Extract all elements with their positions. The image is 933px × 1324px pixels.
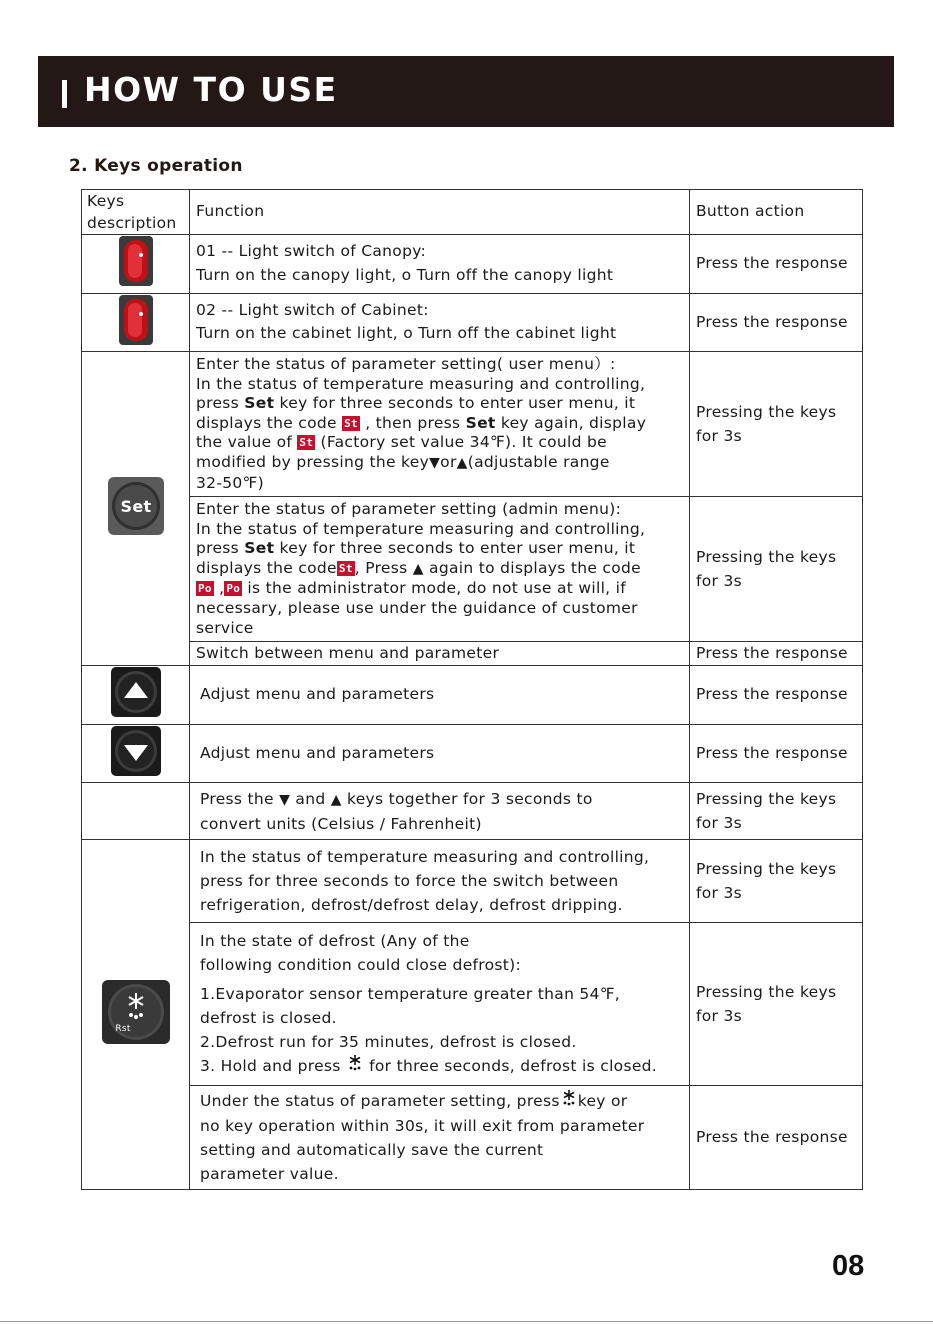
- set-key-icon: [107, 476, 165, 542]
- function-line: service: [196, 618, 254, 637]
- action-cell: Pressing the keys for 3s: [690, 923, 863, 1086]
- down-arrow-icon: ▼: [429, 455, 441, 472]
- function-cell: Adjust menu and parameters: [190, 666, 690, 725]
- text-span: ,: [213, 579, 225, 598]
- action-cell: Press the response: [690, 1086, 863, 1190]
- action-cell: Pressing the keys for 3s: [690, 840, 863, 923]
- text-span: key for three seconds to enter user menu, it: [274, 394, 636, 413]
- text-span: Under the status of parameter setting, press: [200, 1092, 560, 1111]
- function-line: [196, 559, 683, 580]
- set-key-label: Set: [120, 496, 151, 516]
- text-span: , then press: [359, 413, 466, 432]
- down-key-cell: [82, 724, 190, 783]
- action-cell: Press the response: [690, 642, 863, 666]
- up-key-icon: [110, 666, 162, 724]
- table-row: [82, 352, 863, 497]
- function-line: [196, 539, 683, 559]
- table-row: [82, 724, 863, 783]
- action-cell: Pressing the keys for 3s: [690, 497, 863, 642]
- function-line: defrost is closed.: [200, 1009, 337, 1028]
- function-line: press for three seconds to force the switch between: [200, 872, 619, 891]
- defrost-rst-icon: [560, 1089, 578, 1114]
- empty-icon-cell: [82, 783, 190, 840]
- text-span: key again, display: [495, 413, 647, 432]
- set-key-word: Set: [465, 413, 496, 432]
- cabinet-switch-cell: [82, 293, 190, 352]
- function-cell: [190, 923, 690, 1086]
- function-line: 2.Defrost run for 35 minutes, defrost is closed.: [200, 1033, 577, 1052]
- action-cell: Pressing the keys for 3s: [690, 352, 863, 497]
- page-bottom-divider: [0, 1321, 933, 1322]
- function-line: 1.Evaporator sensor temperature greater than 54℉,: [200, 985, 621, 1004]
- text-span: key or: [577, 1092, 628, 1111]
- function-cell: Adjust menu and parameters: [190, 724, 690, 783]
- text-span: key for three seconds to enter user menu, it: [274, 539, 636, 558]
- text-span: , Press: [354, 558, 413, 577]
- header-keys: Keys description: [82, 190, 190, 235]
- up-arrow-icon: ▲: [456, 455, 468, 472]
- text-span: press: [196, 539, 245, 558]
- text-span: again to displays the code: [423, 558, 642, 577]
- set-key-word: Set: [244, 394, 275, 413]
- function-cell: [190, 783, 690, 840]
- function-line: Turn on the cabinet light, o Turn off the cabinet light: [196, 324, 617, 343]
- function-line: Turn on the canopy light, o Turn off the canopy light: [196, 265, 614, 284]
- text-span: (Factory set value 34℉). It could be: [315, 433, 607, 452]
- text-span: modified by pressing the key: [196, 453, 430, 472]
- function-line: 32-50℉): [196, 473, 264, 492]
- function-line: [200, 1089, 683, 1114]
- function-line: refrigeration, defrost/defrost delay, defrost dripping.: [200, 896, 623, 915]
- function-line: [196, 453, 683, 474]
- function-line: In the status of temperature measuring and controlling,: [196, 519, 646, 538]
- function-cell: [190, 352, 690, 497]
- function-line: [196, 394, 683, 414]
- display-code-po: Po: [198, 582, 212, 596]
- function-line: In the state of defrost (Any of the: [200, 932, 470, 951]
- action-cell: Press the response: [690, 666, 863, 725]
- table-row: [82, 783, 863, 840]
- function-line: [200, 787, 683, 812]
- function-line: Enter the status of parameter setting (admin menu):: [196, 500, 622, 519]
- header-banner: [38, 56, 894, 127]
- text-span: or: [440, 453, 457, 472]
- action-cell: Press the response: [690, 293, 863, 352]
- table-row: [82, 497, 863, 642]
- function-line: [200, 1054, 683, 1079]
- action-cell: Pressing the keys for 3s: [690, 783, 863, 840]
- table-row: [82, 642, 863, 666]
- function-cell: [190, 1086, 690, 1190]
- defrost-rst-icon: [101, 979, 171, 1051]
- defrost-key-cell: [82, 840, 190, 1190]
- set-key-cell: [82, 352, 190, 666]
- header-function: Function: [190, 190, 690, 235]
- set-key-word: Set: [244, 539, 275, 558]
- function-line: 01 -- Light switch of Canopy:: [196, 242, 427, 261]
- table-header-row: [82, 190, 863, 235]
- text-span: and: [290, 789, 331, 808]
- function-cell: [190, 293, 690, 352]
- table-row: [82, 923, 863, 1086]
- action-cell: Press the response: [690, 724, 863, 783]
- action-cell: Press the response: [690, 235, 863, 294]
- function-line: necessary, please use under the guidance of customer: [196, 599, 638, 618]
- keys-table: [81, 189, 863, 1190]
- table-row: [82, 1086, 863, 1190]
- function-line: [196, 414, 683, 434]
- function-line: no key operation within 30s, it will exit from parameter: [200, 1117, 645, 1136]
- function-cell: [190, 235, 690, 294]
- rst-label: Rst: [114, 1024, 131, 1035]
- text-span: displays the code: [196, 413, 343, 432]
- text-span: Press the: [200, 789, 280, 808]
- text-span: for three seconds, defrost is closed.: [363, 1057, 658, 1076]
- function-line: following condition could close defrost):: [200, 956, 522, 975]
- text-span: press: [196, 394, 245, 413]
- function-line: setting and automatically save the current: [200, 1141, 544, 1160]
- section-title: 2. Keys operation: [69, 156, 243, 176]
- page-title: HOW TO USE: [84, 70, 338, 109]
- canopy-switch-cell: [82, 235, 190, 294]
- table-row: [82, 293, 863, 352]
- function-line: [196, 433, 683, 453]
- display-code-po: Po: [226, 582, 241, 596]
- text-span: the value of: [196, 433, 298, 452]
- text-span: displays the code: [196, 558, 337, 577]
- page-number: 08: [832, 1250, 865, 1282]
- function-line: Enter the status of parameter setting( user menu）:: [196, 355, 616, 374]
- function-cell: [190, 840, 690, 923]
- function-cell: [190, 497, 690, 642]
- text-span: (adjustable range: [467, 453, 610, 472]
- up-arrow-icon: ▲: [330, 791, 342, 808]
- display-code-st: St: [338, 561, 353, 575]
- text-span: keys together for 3 seconds to: [341, 789, 593, 808]
- display-code-st: St: [344, 416, 358, 430]
- rocker-switch-icon: [118, 235, 154, 293]
- down-arrow-icon: ▼: [279, 791, 291, 808]
- header-bar: [62, 80, 67, 108]
- display-code-st: St: [299, 436, 314, 450]
- function-line: In the status of temperature measuring and controlling,: [200, 848, 650, 867]
- function-line: [196, 579, 683, 599]
- text-span: 3. Hold and press: [200, 1057, 346, 1076]
- header-action: Button action: [690, 190, 863, 235]
- table-row: [82, 666, 863, 725]
- function-line: convert units (Celsius / Fahrenheit): [200, 814, 482, 833]
- table-row: [82, 840, 863, 923]
- defrost-rst-icon: [346, 1054, 364, 1079]
- down-key-icon: [110, 725, 162, 783]
- text-span: is the administrator mode, do not use at will, if: [242, 579, 626, 598]
- table-row: [82, 235, 863, 294]
- function-line: In the status of temperature measuring and controlling,: [196, 374, 646, 393]
- function-line: parameter value.: [200, 1165, 339, 1184]
- up-key-cell: [82, 666, 190, 725]
- function-line: 02 -- Light switch of Cabinet:: [196, 300, 429, 319]
- rocker-switch-icon: [118, 294, 154, 352]
- up-arrow-icon: ▲: [412, 560, 424, 577]
- function-cell: Switch between menu and parameter: [190, 642, 690, 666]
